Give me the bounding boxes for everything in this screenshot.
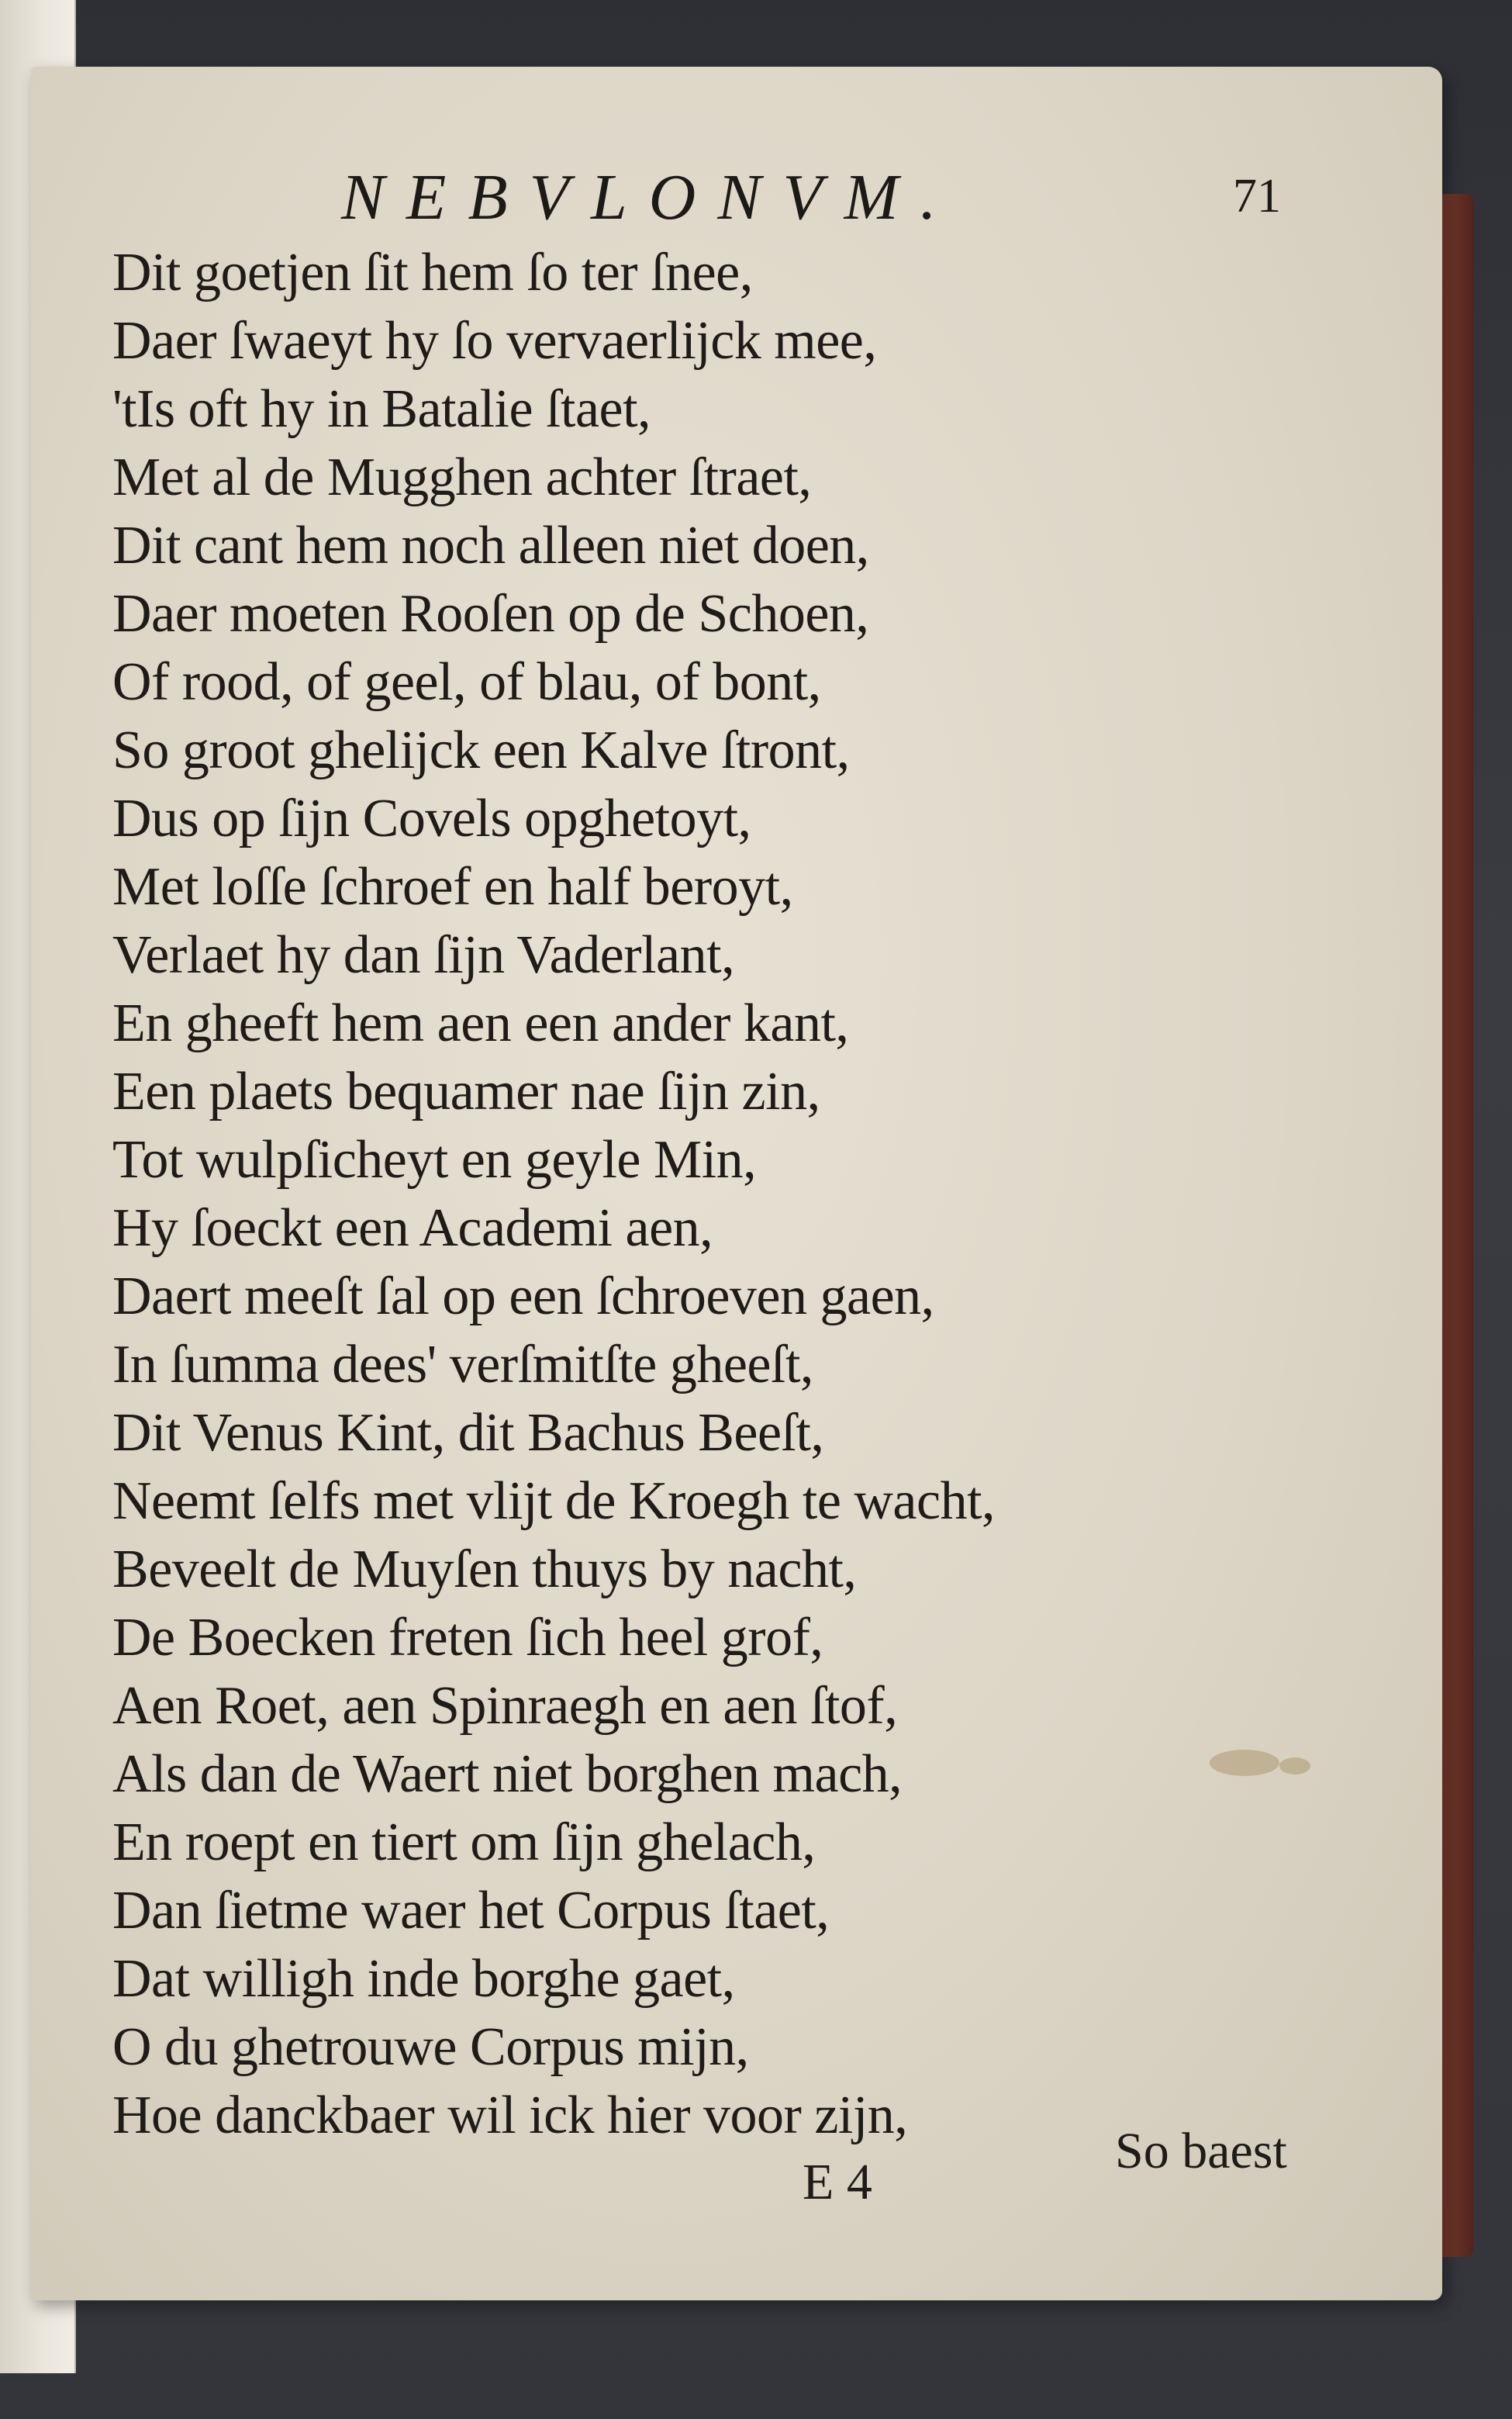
verse-line: En roept en tiert om ſijn ghelach,: [112, 1813, 816, 1872]
page-number: 71: [1233, 170, 1281, 223]
verse-line: In ſumma dees' verſmitſte gheeſt,: [112, 1335, 813, 1394]
verse-line: Dat willigh inde borghe gaet,: [112, 1949, 735, 2009]
verse-line: Dit cant hem noch alleen niet doen,: [112, 516, 869, 575]
verse-line: Dit Venus Kint, dit Bachus Beeſt,: [112, 1403, 824, 1463]
verse-line: Een plaets bequamer nae ſijn zin,: [112, 1062, 820, 1121]
running-title: NEBVLONVM.: [341, 161, 958, 233]
verse-line: Aen Roet, aen Spinraegh en aen ſtof,: [112, 1676, 898, 1736]
verse-line: Dan ſietme waer het Corpus ſtaet,: [112, 1881, 830, 1940]
verse-line: Dus op ſijn Covels opghetoyt,: [112, 789, 751, 848]
poem-text: [112, 239, 1322, 2150]
catchword: So baest: [1115, 2123, 1287, 2179]
verse-line: Neemt ſelfs met vlijt de Kroegh te wacht,: [112, 1471, 996, 1531]
page-header: [31, 160, 1442, 245]
verse-line: Als dan de Waert niet borghen mach,: [112, 1744, 903, 1804]
verse-line: Beveelt de Muyſen thuys by nacht,: [112, 1540, 857, 1599]
verse-line: Dit goetjen ſit hem ſo ter ſnee,: [112, 243, 753, 302]
verse-line: Met al de Mugghen achter ſtraet,: [112, 448, 812, 507]
verse-line: Daer moeten Rooſen op de Schoen,: [112, 584, 869, 644]
verse-line: En gheeft hem aen een ander kant,: [112, 994, 849, 1053]
verse-line: Verlaet hy dan ſijn Vaderlant,: [112, 925, 735, 985]
book-page: [31, 67, 1442, 2300]
verse-line: Hy ſoeckt een Academi aen,: [112, 1198, 713, 1258]
verse-line: Hoe danckbaer wil ick hier voor zijn,: [112, 2086, 908, 2145]
verse-line: So groot ghelijck een Kalve ſtront,: [112, 721, 850, 780]
verse-line: Of rood, of geel, of blau, of bont,: [112, 652, 821, 712]
verse-line: Met loſſe ſchroef en half beroyt,: [112, 857, 793, 917]
verse-line: Daert meeſt ſal op een ſchroeven gaen,: [112, 1267, 934, 1326]
verse-line: Daer ſwaeyt hy ſo vervaerlijck mee,: [112, 311, 877, 371]
verse-line: 'tIs oft hy in Batalie ſtaet,: [112, 379, 651, 439]
signature-mark: E 4: [803, 2154, 872, 2210]
verse-line: Tot wulpſicheyt en geyle Min,: [112, 1130, 757, 1190]
verse-line: O du ghetrouwe Corpus mijn,: [112, 2017, 749, 2077]
verse-line: De Boecken freten ſich heel grof,: [112, 1608, 823, 1667]
